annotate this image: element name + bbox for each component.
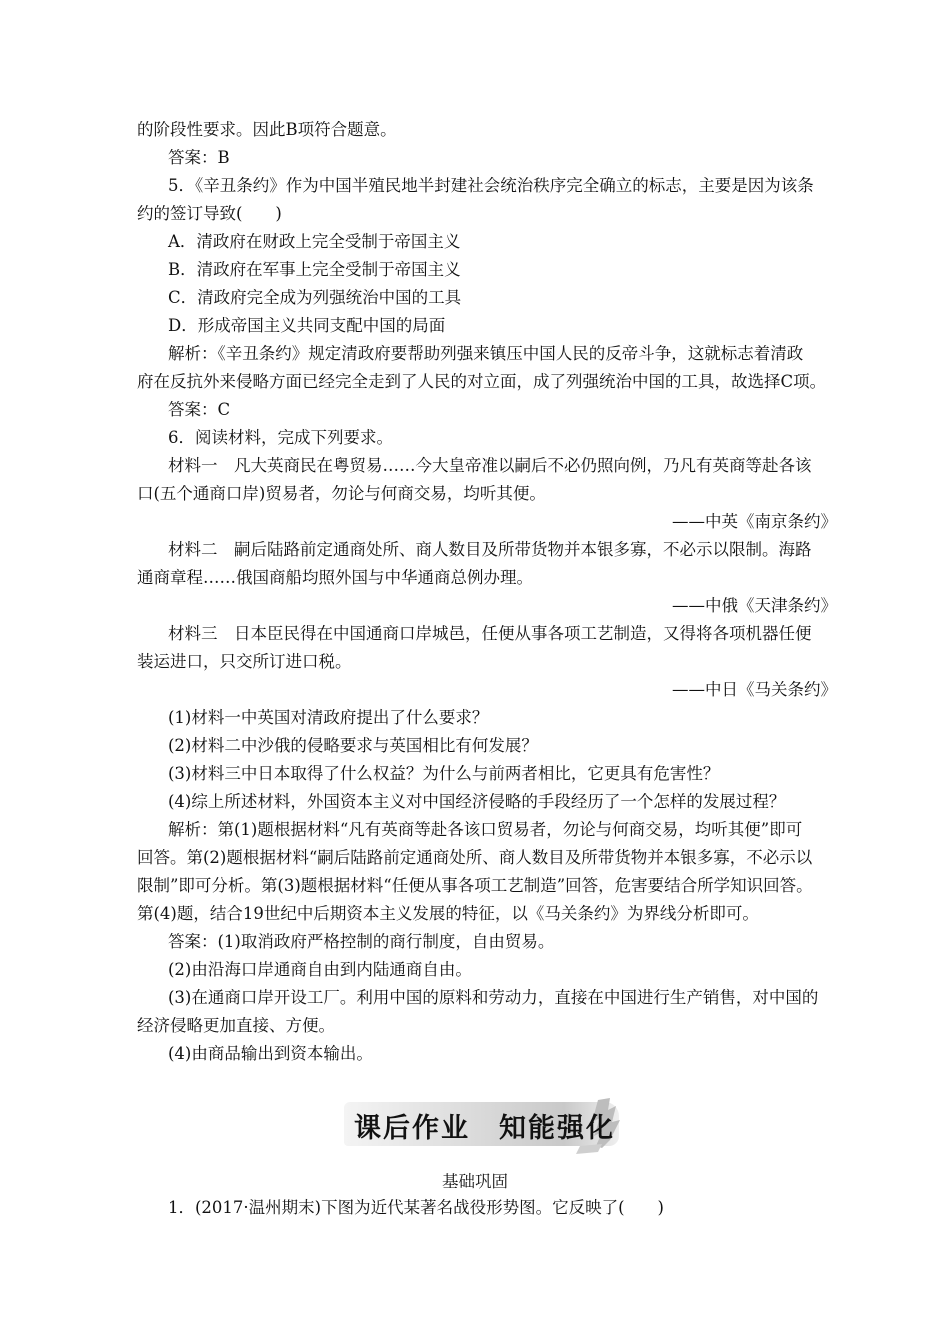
answer-line: 答案：B [168,148,230,167]
analysis-line: 解析：第(1)题根据材料“凡有英商等赴各该口贸易者，勿论与何商交易，均听其便”即可 [168,820,803,839]
option-a: A．清政府在财政上完全受制于帝国主义 [168,232,461,251]
option-b: B．清政府在军事上完全受制于帝国主义 [168,260,461,279]
material-line: 材料二 嗣后陆路前定通商处所、商人数目及所带货物并本银多寡，不必示以限制。海路 [168,540,812,559]
answer-line: 经济侵略更加直接、方便。 [137,1016,335,1035]
question-line: 6．阅读材料，完成下列要求。 [168,428,393,447]
answer-line: 答案：C [168,400,231,419]
text-line: 的阶段性要求。因此B项符合题意。 [137,120,397,139]
material-line: 材料一 凡大英商民在粤贸易……今大皇帝准以嗣后不必仍照向例，乃凡有英商等赴各该 [168,456,812,475]
analysis-line: 限制”即可分析。第(3)题根据材料“任便从事各项工艺制造”回答，危害要结合所学知识回答。 [137,876,813,895]
section-banner [340,1096,630,1158]
answer-line: 答案：(1)取消政府严格控制的商行制度，自由贸易。 [168,932,555,951]
analysis-line: 回答。第(2)题根据材料“嗣后陆路前定通商处所、商人数目及所带货物并本银多寡，不必示以 [137,848,813,867]
analysis-line: 府在反抗外来侵略方面已经完全走到了人民的对立面，成了列强统治中国的工具，故选择C项。 [137,372,827,391]
sub-question: (1)材料一中英国对清政府提出了什么要求？ [168,708,489,727]
option-d: D．形成帝国主义共同支配中国的局面 [168,316,446,335]
answer-line: (4)由商品输出到资本输出。 [168,1044,373,1063]
sub-question: (3)材料三中日本取得了什么权益？为什么与前两者相比，它更具有危害性？ [168,764,720,783]
material-source: ——中日《马关条约》 [672,680,837,699]
material-source: ——中俄《天津条约》 [672,596,837,615]
sub-question: (2)材料二中沙俄的侵略要求与英国相比有何发展？ [168,736,538,755]
material-source: ——中英《南京条约》 [672,512,837,531]
section-title: 基础巩固 [442,1172,508,1191]
option-c: C．清政府完全成为列强统治中国的工具 [168,288,462,307]
material-line: 通商章程……俄国商船均照外国与中华通商总例办理。 [137,568,533,587]
analysis-line: 第(4)题，结合19世纪中后期资本主义发展的特征，以《马关条约》为界线分析即可。 [137,904,759,923]
question-line: 约的签订导致( ) [137,204,282,223]
material-line: 口(五个通商口岸)贸易者，勿论与何商交易，均听其便。 [137,484,546,503]
answer-line: (3)在通商口岸开设工厂。利用中国的原料和劳动力，直接在中国进行生产销售，对中国的 [168,988,819,1007]
question-line: 1．(2017·温州期末)下图为近代某著名战役形势图。它反映了( ) [168,1198,664,1217]
analysis-line: 解析：《辛丑条约》规定清政府要帮助列强来镇压中国人民的反帝斗争，这就标志着清政 [168,344,804,363]
answer-line: (2)由沿海口岸通商自由到内陆通商自由。 [168,960,472,979]
material-line: 装运进口，只交所订进口税。 [137,652,352,671]
banner-title: 课后作业 知能强化 [354,1113,615,1144]
sub-question: (4)综上所述材料，外国资本主义对中国经济侵略的手段经历了一个怎样的发展过程？ [168,792,786,811]
material-line: 材料三 日本臣民得在中国通商口岸城邑，任便从事各项工艺制造，又得将各项机器任便 [168,624,812,643]
question-line: 5．《辛丑条约》作为中国半殖民地半封建社会统治秩序完全确立的标志，主要是因为该条 [168,176,814,195]
